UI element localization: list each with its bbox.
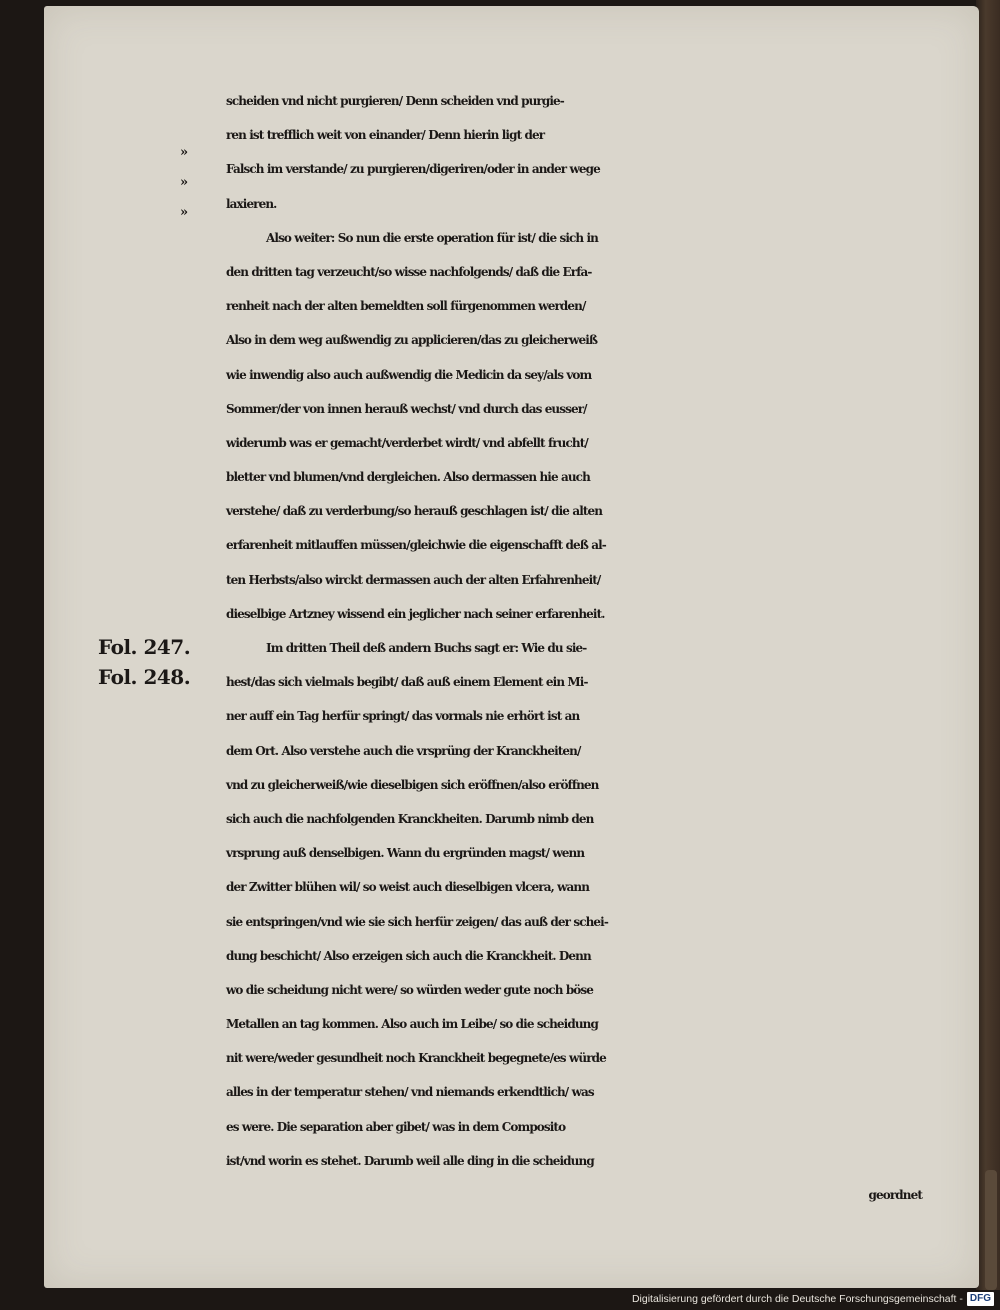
text-line: dieselbige Artzney wissend ein jeglicher nach seiner erfarenheit. [226,606,605,621]
text-line: hest/das sich vielmals begibt/ daß auß einem Element ein Mi- [226,675,588,690]
text-line: Metallen an tag kommen. Also auch im Leibe/ so die scheidung [226,1017,598,1032]
text-line: dem Ort. Also verstehe auch die vrsprüng der Kranckheiten/ [226,743,581,758]
text-line: dung beschicht/ Also erzeigen sich auch die Kranckheit. Denn [226,948,591,963]
text-line: ren ist trefflich weit von einander/ Denn hierin ligt der [226,128,545,143]
text-line: nit were/weder gesundheit noch Kranckheit begegnete/es würde [226,1051,606,1066]
digitization-footer [632,1290,994,1308]
text-line: Im dritten Theil deß andern Buchs sagt er: Wie du sie- [266,641,587,655]
text-line: Sommer/der von innen herauß wechst/ vnd durch das eusser/ [226,401,587,416]
dfg-logo: DFG [967,1292,994,1306]
quote-mark: » [180,145,189,160]
quote-mark: » [180,205,189,220]
text-line: laxieren. [226,196,277,211]
folio-reference: Fol. 248. [98,665,191,689]
book-binding-edge [976,0,1000,1290]
binding-mark [985,1170,997,1290]
text-line: verstehe/ daß zu verderbung/so herauß geschlagen ist/ die alten [226,504,603,519]
catchword: geordnet [868,1188,922,1202]
text-line: alles in der temperatur stehen/ vnd niemands erkendtlich/ was [226,1085,594,1100]
text-line: vnd zu gleicherweiß/wie dieselbigen sich eröffnen/also eröffnen [226,777,599,792]
text-line: den dritten tag verzeucht/so wisse nachfolgends/ daß die Erfa- [226,264,592,279]
text-line: Also in dem weg außwendig zu applicieren/das zu gleicherweiß [226,333,598,348]
text-line: wo die scheidung nicht were/ so würden weder gute noch böse [226,982,594,997]
text-line: ist/vnd worin es stehet. Darumb weil alle ding in die scheidung [226,1153,594,1168]
text-line: sie entspringen/vnd wie sie sich herfür zeigen/ das auß der schei- [226,914,608,929]
text-line: wie inwendig also auch außwendig die Medicin da sey/als vom [226,367,592,382]
text-line: ner auff ein Tag herfür springt/ das vormals nie erhört ist an [226,709,580,724]
footer-credit: Digitalisierung gefördert durch die Deutsche Forschungsgemeinschaft - [631,1293,963,1305]
margin-notes [98,632,218,692]
text-line: erfarenheit mitlauffen müssen/gleichwie die eigenschafft deß al- [226,538,606,553]
text-line: widerumb was er gemacht/verderbet wirdt/ vnd abfellt frucht/ [226,435,588,450]
text-line: Also weiter: So nun die erste operation für ist/ die sich in [266,230,598,245]
quote-mark: » [180,175,189,190]
folio-reference: Fol. 247. [98,635,191,659]
text-line: der Zwitter blühen wil/ so weist auch dieselbigen vlcera, wann [226,880,590,895]
text-line: renheit nach der alten bemeldten soll fürgenommen werden/ [226,299,586,314]
text-line: Falsch im verstande/ zu purgieren/digeriren/oder in ander wege [226,162,600,177]
quote-marks-column [180,138,210,228]
text-line: es were. Die separation aber gibet/ was in dem Composito [226,1119,566,1134]
text-line: vrsprung auß denselbigen. Wann du ergründen magst/ wenn [226,846,585,861]
text-line: sich auch die nachfolgenden Kranckheiten. Darumb nimb den [226,811,594,826]
body-text [226,84,926,1212]
text-line: scheiden vnd nicht purgieren/ Denn scheiden vnd purgie- [226,94,564,108]
text-line: bletter vnd blumen/vnd dergleichen. Also dermassen hie auch [226,470,590,485]
text-line: ten Herbsts/also wirckt dermassen auch der alten Erfahrenheit/ [226,572,601,587]
